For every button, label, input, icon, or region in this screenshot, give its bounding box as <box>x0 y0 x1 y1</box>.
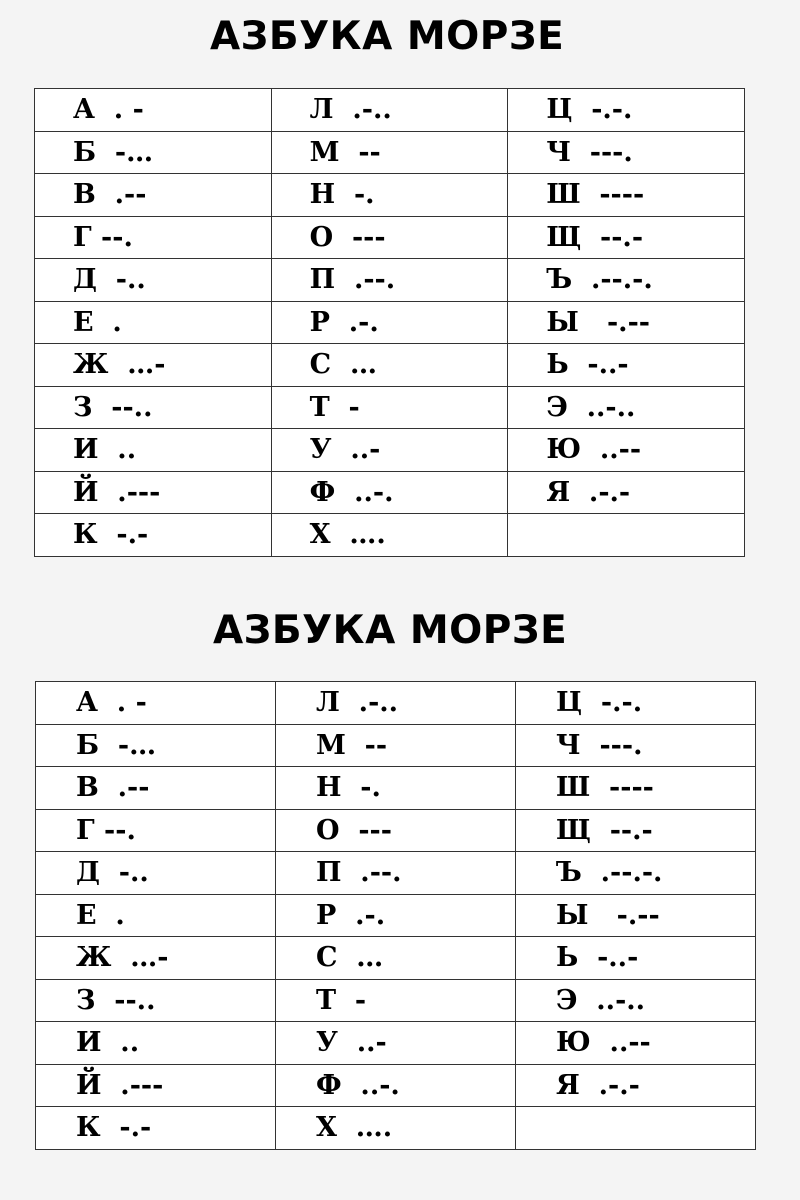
morse-code-cell: Ь -..- <box>508 344 745 387</box>
morse-code-cell: Ф ..-. <box>276 1064 516 1107</box>
morse-code-cell: Е . <box>35 301 272 344</box>
morse-code-cell: А . - <box>36 682 276 725</box>
morse-code-cell: Ю ..-- <box>508 429 745 472</box>
morse-code-cell: Э ..-.. <box>516 979 756 1022</box>
morse-code-cell: З --.. <box>36 979 276 1022</box>
morse-code-cell: Щ --.- <box>508 216 745 259</box>
table-row <box>36 682 756 725</box>
morse-code-cell: Ъ .--.-. <box>516 852 756 895</box>
page-title: АЗБУКА МОРЗЕ <box>210 14 565 59</box>
morse-code-cell: Т - <box>271 386 508 429</box>
morse-code-cell: У ..- <box>276 1022 516 1065</box>
morse-code-cell: Н -. <box>271 174 508 217</box>
morse-code-cell: Ы -.-- <box>516 894 756 937</box>
table-row <box>36 979 756 1022</box>
table-row <box>35 131 745 174</box>
morse-code-cell: Л .-.. <box>276 682 516 725</box>
morse-code-cell: Я .-.- <box>508 471 745 514</box>
morse-code-cell: Ш ---- <box>508 174 745 217</box>
morse-code-cell: С … <box>276 937 516 980</box>
morse-code-cell: Ч ---. <box>516 724 756 767</box>
morse-code-cell: Ч ---. <box>508 131 745 174</box>
morse-code-cell: Р .-. <box>271 301 508 344</box>
morse-code-cell: Ъ .--.-. <box>508 259 745 302</box>
morse-code-cell: М -- <box>271 131 508 174</box>
morse-code-cell: Ы -.-- <box>508 301 745 344</box>
morse-code-cell: Л .-.. <box>271 89 508 132</box>
morse-code-cell: О --- <box>271 216 508 259</box>
table-row <box>35 471 745 514</box>
table-row <box>35 216 745 259</box>
morse-code-cell: И .. <box>35 429 272 472</box>
morse-code-cell: Д -.. <box>36 852 276 895</box>
morse-code-cell: Й .--- <box>36 1064 276 1107</box>
morse-code-cell: Р .-. <box>276 894 516 937</box>
table-row <box>36 852 756 895</box>
morse-code-cell: У ..- <box>271 429 508 472</box>
table-row <box>35 89 745 132</box>
morse-code-cell: Х …. <box>271 514 508 557</box>
table-row <box>36 894 756 937</box>
morse-code-cell: Т - <box>276 979 516 1022</box>
morse-code-cell: Ю ..-- <box>516 1022 756 1065</box>
morse-code-cell: Б -… <box>35 131 272 174</box>
morse-code-cell: Н -. <box>276 767 516 810</box>
morse-code-cell: Щ --.- <box>516 809 756 852</box>
table-row <box>36 809 756 852</box>
morse-code-cell: Ж …- <box>36 937 276 980</box>
table-row <box>35 174 745 217</box>
morse-code-cell: Ц -.-. <box>516 682 756 725</box>
table-row <box>36 767 756 810</box>
table-row <box>35 259 745 302</box>
table-row <box>35 301 745 344</box>
morse-code-cell: К -.- <box>35 514 272 557</box>
page-title: АЗБУКА МОРЗЕ <box>213 608 568 653</box>
table-row <box>36 1022 756 1065</box>
morse-code-cell: И .. <box>36 1022 276 1065</box>
table-row <box>36 1107 756 1150</box>
table-row <box>36 1064 756 1107</box>
morse-code-cell: Э ..-.. <box>508 386 745 429</box>
table-row <box>35 514 745 557</box>
morse-code-cell: В .-- <box>36 767 276 810</box>
morse-code-cell: К -.- <box>36 1107 276 1150</box>
morse-code-cell: В .-- <box>35 174 272 217</box>
morse-code-cell: Х …. <box>276 1107 516 1150</box>
morse-code-cell <box>508 514 745 557</box>
morse-code-cell: Ь -..- <box>516 937 756 980</box>
morse-code-cell: Г --. <box>36 809 276 852</box>
morse-code-cell: А . - <box>35 89 272 132</box>
morse-code-cell: Д -.. <box>35 259 272 302</box>
morse-code-cell: З --.. <box>35 386 272 429</box>
morse-code-cell: Я .-.- <box>516 1064 756 1107</box>
morse-table <box>34 88 745 557</box>
morse-code-cell: Ж …- <box>35 344 272 387</box>
morse-code-cell: Ц -.-. <box>508 89 745 132</box>
table-row <box>36 724 756 767</box>
morse-code-cell: Г --. <box>35 216 272 259</box>
morse-code-cell: С … <box>271 344 508 387</box>
morse-table <box>35 681 756 1150</box>
morse-code-cell: О --- <box>276 809 516 852</box>
morse-code-cell: Е . <box>36 894 276 937</box>
morse-code-cell: Ш ---- <box>516 767 756 810</box>
table-row <box>35 386 745 429</box>
morse-code-cell: П .--. <box>276 852 516 895</box>
morse-code-cell: П .--. <box>271 259 508 302</box>
table-row <box>36 937 756 980</box>
morse-code-cell: М -- <box>276 724 516 767</box>
table-row <box>35 344 745 387</box>
morse-code-cell: Б -… <box>36 724 276 767</box>
morse-code-cell: Й .--- <box>35 471 272 514</box>
morse-code-cell <box>516 1107 756 1150</box>
morse-code-cell: Ф ..-. <box>271 471 508 514</box>
table-row <box>35 429 745 472</box>
